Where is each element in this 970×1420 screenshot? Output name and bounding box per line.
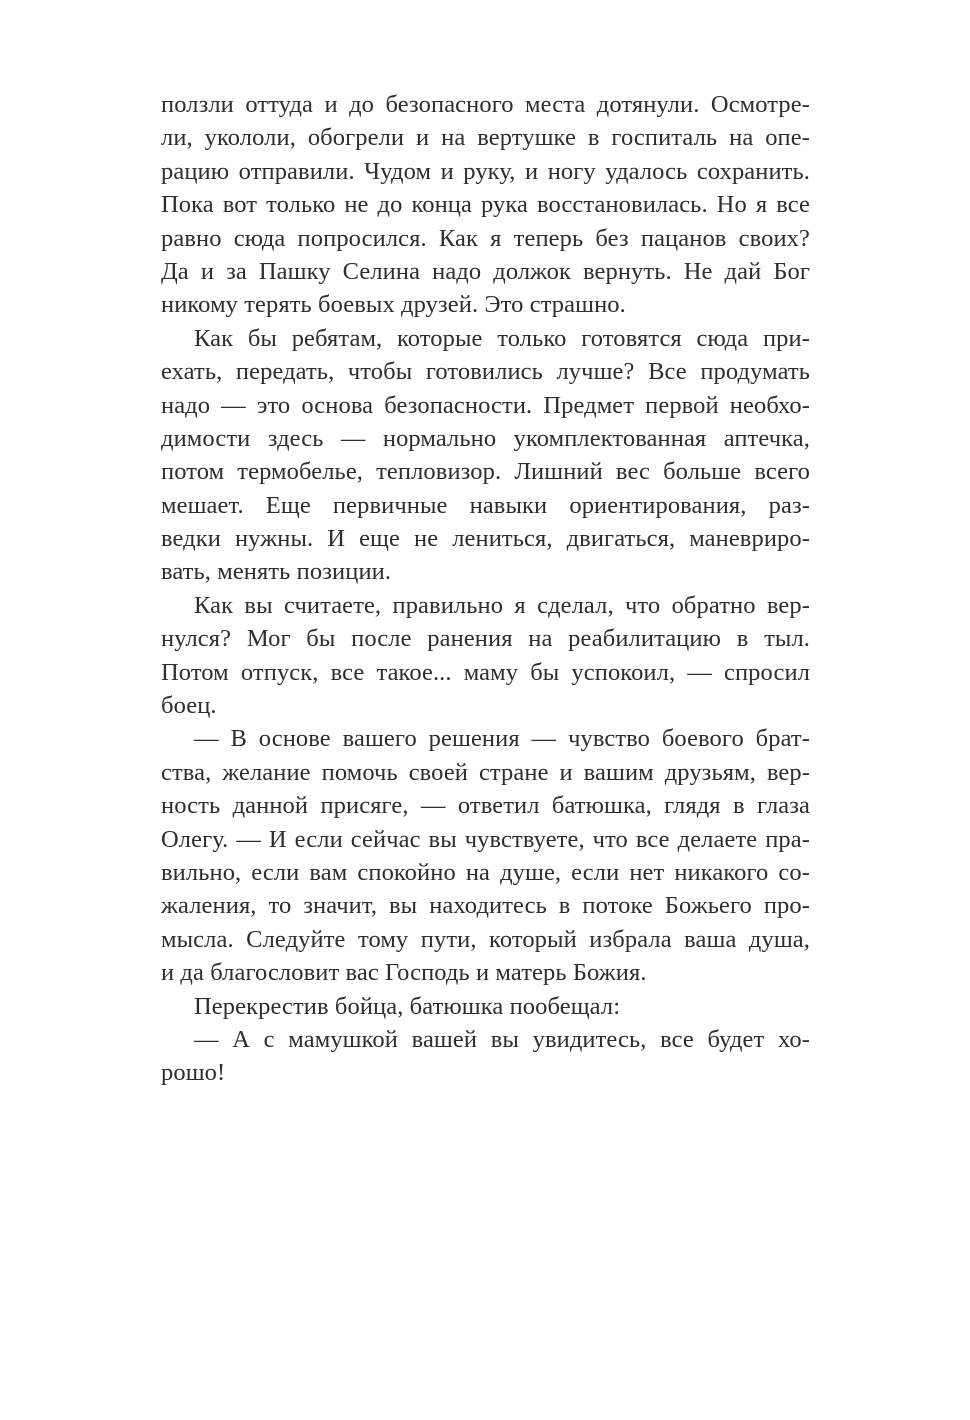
text-line: — В основе вашего решения — чувство боевого брат-: [194, 725, 810, 753]
text-line: Олегу. — И если сейчас вы чувствуете, что все делаете пра-: [161, 825, 810, 853]
text-line: рацию отправили. Чудом и руку, и ногу удалось сохранить.: [161, 157, 810, 185]
text-line: Пока вот только не до конца рука восстановилась. Но я все: [161, 191, 810, 219]
paragraph: [161, 589, 810, 723]
paragraph: [161, 322, 810, 589]
text-line: мешает. Еще первичные навыки ориентирования, раз-: [161, 491, 810, 519]
text-line: вильно, если вам спокойно на душе, если нет никакого со-: [161, 858, 810, 886]
page-text: [161, 88, 810, 1090]
paragraph: [161, 1023, 810, 1090]
text-line: — А с мамушкой вашей вы увидитесь, все будет хо-: [194, 1025, 810, 1053]
text-line: ства, желание помочь своей стране и вашим друзьям, вер-: [161, 758, 810, 786]
text-line: ность данной присяге, — ответил батюшка, глядя в глаза: [161, 792, 810, 820]
text-line: и да благословит вас Господь и матерь Божия.: [161, 959, 647, 987]
text-line: ползли оттуда и до безопасного места дотянули. Осмотре-: [161, 91, 810, 118]
text-line: Перекрестив бойца, батюшка пообещал:: [194, 992, 621, 1020]
paragraph: [161, 722, 810, 989]
text-line: димости здесь — нормально укомплектованная аптечка,: [161, 424, 810, 452]
text-line: ехать, передать, чтобы готовились лучше? Все продумать: [161, 358, 810, 386]
text-line: равно сюда попросился. Как я теперь без пацанов своих?: [161, 224, 810, 252]
text-line: никому терять боевых друзей. Это страшно.: [161, 291, 626, 319]
text-line: мысла. Следуйте тому пути, который избрала ваша душа,: [161, 925, 810, 953]
text-line: надо — это основа безопасности. Предмет первой необхо-: [161, 391, 810, 419]
text-line: Да и за Пашку Селина надо должок вернуть. Не дай Бог: [161, 257, 810, 285]
text-line: Потом отпуск, все такое... маму бы успокоил, — спросил: [161, 658, 810, 686]
text-line: боец.: [161, 692, 217, 720]
text-line: Как бы ребятам, которые только готовятся сюда при-: [194, 324, 810, 352]
text-line: потом термобелье, тепловизор. Лишний вес больше всего: [161, 458, 810, 486]
text-line: рошо!: [161, 1059, 226, 1087]
paragraph: [161, 88, 810, 322]
text-line: нулся? Мог бы после ранения на реабилитацию в тыл.: [161, 625, 810, 653]
text-line: вать, менять позиции.: [161, 558, 392, 586]
text-line: ли, укололи, обогрели и на вертушке в госпиталь на опе-: [161, 124, 810, 152]
paragraph: [161, 990, 810, 1023]
text-line: жаления, то значит, вы находитесь в потоке Божьего про-: [161, 892, 810, 920]
text-line: ведки нужны. И еще не лениться, двигаться, маневриро-: [161, 525, 810, 553]
text-line: Как вы считаете, правильно я сделал, что обратно вер-: [194, 591, 810, 619]
